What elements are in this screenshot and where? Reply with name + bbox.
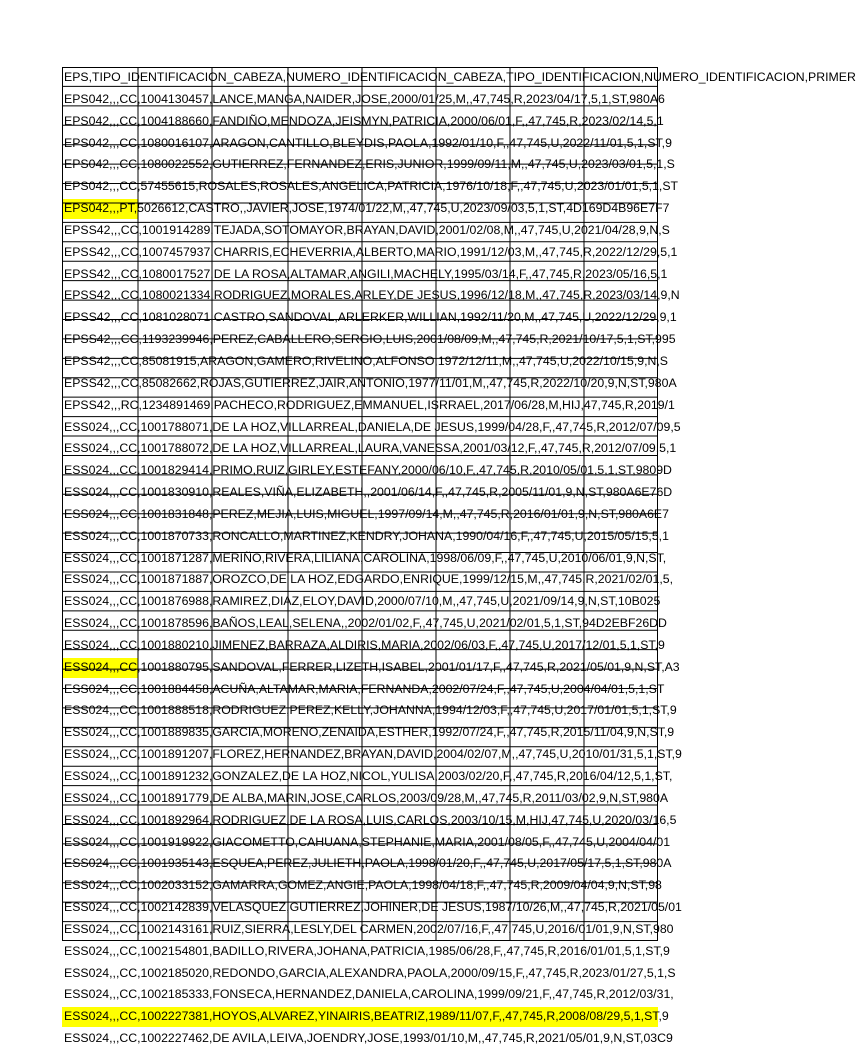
table-row[interactable]: [62, 810, 677, 832]
row-text: ESS024,,,CC,1001871887,OROZCO,DE LA HOZ,EDGARDO,ENRIQUE,1999/12/15,M,,47,745,R,2021/02/01,5,: [64, 572, 674, 587]
table-row[interactable]: [62, 722, 675, 744]
row-text: ESS024,,,CC,1001891232,GONZALEZ,DE LA HOZ,NICOL,YULISA,2003/02/20,F,,47,745,R,2016/04/12,5,1,ST,: [64, 769, 673, 783]
table-row[interactable]: [62, 1006, 669, 1028]
row-text: EPSS42,,,CC,1080017527,DE LA ROSA,ALTAMAR,ANGILI,MACHELY,1995/03/14,F,,47,745,R,2023/05/16,5,1: [64, 266, 668, 281]
table-row[interactable]: [62, 700, 677, 722]
table-row[interactable]: [62, 919, 674, 941]
row-text: EPSS42,,,CC,1193239946,PEREZ,CABALLERO,SERGIO,LUIS,2001/08/09,M,,47,745,R,2021/10/17,5,1,ST,995: [64, 332, 676, 347]
row-text: ESS024,,,CC,1001878596,BAÑOS,LEAL,SELENA,,2002/01/02,F,,47,745,U,2021/02/01,5,1,ST,94D2EBF26DD: [64, 616, 667, 631]
table-row[interactable]: [62, 176, 679, 198]
table-row[interactable]: [62, 984, 674, 1006]
row-text: EPS,TIPO_IDENTIFICACION_CABEZA,NUMERO_IDENTIFICACION_CABEZA,TIPO_IDENTIFICACION,NUMERO_IDENTIFICACION,PRIMER: [64, 70, 856, 84]
table-row[interactable]: [62, 89, 665, 111]
row-text: EPS042,,,CC,1004188660,FANDIÑO,MENDOZA,JEISMYN,PATRICIA,2000/06/01,F,,47,745,R,2023/02/14,5,1: [64, 113, 664, 128]
table-row[interactable]: [62, 788, 669, 810]
table-row[interactable]: [62, 613, 667, 635]
table-row[interactable]: [62, 569, 674, 591]
row-text: ESS024,,,CC,1001880210,JIMENEZ,BARRAZA,ALDIRIS,MARIA,2002/06/03,F,,47,745,U,2017/12/01,5,1,ST,9: [64, 637, 665, 652]
table-row[interactable]: [62, 395, 675, 417]
row-text: EPSS42,,,CC,85082662,ROJAS,GUTIERREZ,JAIR,ANTONIO,1977/11/01,M,,47,745,R,2022/10/20,9,N,ST,980A: [64, 375, 677, 390]
table-row[interactable]: [62, 220, 670, 242]
table-row[interactable]: [62, 460, 672, 482]
table-row[interactable]: [62, 438, 677, 460]
row-text: ESS024,,,CC,1002033152,GAMARRA,GOMEZ,ANGIE,PAOLA,1998/04/18,F,,47,745,R,2009/04/04,9,N,ST,98: [64, 878, 662, 893]
table-row[interactable]: [62, 67, 856, 89]
table-row[interactable]: [62, 264, 668, 286]
table-row[interactable]: [62, 504, 669, 526]
table-row[interactable]: [62, 154, 675, 176]
table-row[interactable]: [62, 963, 676, 985]
row-text: ESS024,,,CC,1001892964,RODRIGUEZ,DE LA ROSA,LUIS,CARLOS,2003/10/15,M,HIJ,47,745,U,2020/03/16,5: [64, 812, 677, 827]
table-row[interactable]: [62, 548, 667, 570]
row-text: ESS024,,,CC,1001935143,ESQUEA,PEREZ,JULIETH,PAOLA,1998/01/20,F,,47,745,U,2017/05/17,5,1,ST,980A: [64, 856, 672, 871]
table-row[interactable]: [62, 111, 664, 133]
row-text: EPS042,,,CC,1004130457,LANCE,MANGA,NAIDER,JOSE,2000/01/25,M,,47,745,R,2023/04/17,5,1,ST,980A6: [64, 91, 665, 106]
row-text: ESS024,,,CC,1002227381,HOYOS,ALVAREZ,YINAIRIS,BEATRIZ,1989/11/07,F,,47,745,R,2008/08/29,5,1,ST,9: [64, 1009, 669, 1024]
row-text: EPS042,,,CC,1080016107,ARAGON,CANTILLO,BLEYDIS,PAOLA,1992/01/10,F,,47,745,U,2022/11/01,5,1,ST,9: [64, 135, 672, 150]
table-row[interactable]: [62, 941, 670, 963]
table-row[interactable]: [62, 832, 671, 854]
row-text: ESS024,,,CC,1001788071,DE LA HOZ,VILLARREAL,DANIELA,DE JESUS,1999/04/28,F,,47,745,R,2012/07/09,5: [64, 419, 681, 434]
row-text: ESS024,,,CC,1001919922,GIACOMETTO,CAHUANA,STEPHANIE,MARIA,2001/08/05,F,,47,745,U,2004/04/01: [64, 834, 671, 849]
row-text: EPS042,,,PT,5026612,CASTRO,,JAVIER,JOSE,1974/01/22,M,,47,745,U,2023/09/03,5,1,ST,4D169D4B96E7F7: [64, 201, 670, 216]
row-text: ESS024,,,CC,1001888518,RODRIGUEZ,PEREZ,KELLY,JOHANNA,1994/12/03,F,,47,745,U,2017/01/01,5,1,ST,9: [64, 703, 677, 718]
row-text: ESS024,,,CC,1002185020,REDONDO,GARCIA,ALEXANDRA,PAOLA,2000/09/15,F,,47,745,R,2023/01/27,5,1,S: [64, 965, 676, 980]
row-text: ESS024,,,CC,1001884458,ACUÑA,ALTAMAR,MARIA,FERNANDA,2002/07/24,F,,47,745,U,2004/04/01,5,1,ST: [64, 681, 665, 696]
table-row[interactable]: [62, 373, 677, 395]
row-text: ESS024,,,CC,1001871287,MERIÑO,RIVERA,LILIANA,CAROLINA,1998/06/09,F,,47,745,U,2010/06/01,9,N,ST,: [64, 550, 667, 565]
table-row[interactable]: [62, 351, 668, 373]
table-row[interactable]: [62, 1028, 673, 1050]
row-text: ESS024,,,CC,1001891779,DE ALBA,MARIN,JOSE,CARLOS,2003/09/28,M,,47,745,R,2011/03/02,9,N,ST,980A: [64, 790, 669, 805]
table-row[interactable]: [62, 679, 665, 701]
row-text: ESS024,,,CC,1001876988,RAMIREZ,DIAZ,ELOY,DAVID,2000/07/10,M,,47,745,U,2021/09/14,9,N,ST,10B025: [64, 594, 661, 609]
table-row[interactable]: [62, 198, 670, 220]
row-text: EPSS42,,,RC,1234891469,PACHECO,RODRIGUEZ,EMMANUEL,ISRRAEL,2017/06/28,M,HIJ,47,745,R,2019/1: [64, 397, 675, 412]
table-row[interactable]: [62, 329, 676, 351]
table-row[interactable]: [62, 133, 672, 155]
row-text: EPSS42,,,CC,1001914289,TEJADA,SOTOMAYOR,BRAYAN,DAVID,2001/02/08,M,,47,745,U,2021/04/28,9,N,S: [64, 222, 670, 237]
table-row[interactable]: [62, 875, 662, 897]
table-row[interactable]: [62, 635, 665, 657]
row-text: EPS042,,,CC,1080022552,GUTIERREZ,FERNANDEZ,ERIS,JUNIOR,1999/09/11,M,,47,745,U,2023/03/01,5,1,S: [64, 157, 675, 172]
table-row[interactable]: [62, 657, 680, 679]
table-row[interactable]: [62, 307, 677, 329]
row-text: EPSS42,,,CC,1007457937,CHARRIS,ECHEVERRIA,ALBERTO,MARIO,1991/12/03,M,,47,745,R,2022/12/29,5,1: [64, 244, 678, 259]
spreadsheet: [62, 67, 856, 1046]
table-row[interactable]: [62, 853, 672, 875]
row-text: EPSS42,,,CC,85081915,ARAGON,GAMERO,RIVELINO,ALFONSO,1972/12/11,M,,47,745,U,2022/10/15,9,N,S: [64, 353, 668, 368]
row-text: ESS024,,,CC,1002227462,DE AVILA,LEIVA,JOENDRY,JOSE,1993/01/10,M,,47,745,R,2021/05/01,9,N,ST,03C9: [64, 1031, 673, 1046]
row-text: ESS024,,,CC,1001831848,PEREZ,MEJIA,LUIS,MIGUEL,1997/09/14,M,,47,745,R,2016/01/01,9,N,ST,980A6E7: [64, 506, 669, 521]
row-text: ESS024,,,CC,1001830910,REALES,VIÑA,ELIZABETH,,2001/06/14,F,,47,745,R,2005/11/01,9,N,ST,980A6E76D: [64, 485, 673, 500]
row-text: ESS024,,,CC,1001891207,FLOREZ,HERNANDEZ,BRAYAN,DAVID,2004/02/07,M,,47,745,U,2010/01/31,5,1,ST,9: [64, 747, 682, 762]
row-text: ESS024,,,CC,1001870733,RONCALLO,MARTINEZ,KENDRY,JOHANA,1990/04/16,F,,47,745,U,2015/05/15,5,1: [64, 528, 669, 543]
table-row[interactable]: [62, 285, 680, 307]
spreadsheet-rows: [62, 67, 856, 1050]
table-row[interactable]: [62, 591, 661, 613]
row-text: ESS024,,,CC,1001889835,GARCIA,MORENO,ZENAIDA,ESTHER,1992/07/24,F,,47,745,R,2015/11/04,9,N,ST,9: [64, 725, 675, 740]
row-text: EPSS42,,,CC,1081028071,CASTRO,SANDOVAL,ARLERKER,WILLIAN,1992/11/20,M,,47,745,U,2022/12/29,9,1: [64, 310, 677, 325]
row-text: ESS024,,,CC,1002142839,VELASQUEZ,GUTIERREZ,JOHINER,DE JESUS,1987/10/26,M,,47,745,R,2021/05/01: [64, 900, 682, 915]
row-text: ESS024,,,CC,1002154801,BADILLO,RIVERA,JOHANA,PATRICIA,1985/06/28,F,,47,745,R,2016/01/01,5,1,ST,9: [64, 943, 670, 958]
table-row[interactable]: [62, 482, 673, 504]
row-text: EPSS42,,,CC,1080021334,RODRIGUEZ,MORALES,ARLEY,DE JESUS,1996/12/18,M,,47,745,R,2023/03/14,9,N: [64, 288, 680, 303]
row-text: ESS024,,,CC,1002185333,FONSECA,HERNANDEZ,DANIELA,CAROLINA,1999/09/21,F,,47,745,R,2012/03/31,: [64, 987, 674, 1002]
row-text: ESS024,,,CC,1001788072,DE LA HOZ,VILLARREAL,LAURA,VANESSA,2001/03/12,F,,47,745,R,2012/07/09,5,1: [64, 441, 677, 456]
table-row[interactable]: [62, 897, 682, 919]
table-row[interactable]: [62, 744, 682, 766]
row-text: EPS042,,,CC,57455615,ROSALES,ROSALES,ANGELICA,PATRICIA,1976/10/18,F,,47,745,U,2023/01/01,5,1,ST: [64, 179, 679, 194]
table-row[interactable]: [62, 766, 673, 788]
row-text: ESS024,,,CC,1002143161,RUIZ,SIERRA,LESLY,DEL CARMEN,2002/07/16,F,,47,745,U,2016/01/01,9,N,ST,980: [64, 921, 674, 936]
table-row[interactable]: [62, 242, 678, 264]
table-row[interactable]: [62, 417, 681, 439]
row-text: ESS024,,,CC,1001880795,SANDOVAL,FERRER,LIZETH,ISABEL,2001/01/17,F,,47,745,R,2021/05/01,9,N,ST,A3: [64, 659, 680, 674]
table-row[interactable]: [62, 526, 669, 548]
row-text: ESS024,,,CC,1001829414,PRIMO,RUIZ,GIRLEY,ESTEFANY,2000/06/10,F,,47,745,R,2010/05/01,5,1,ST,9809D: [64, 463, 672, 478]
